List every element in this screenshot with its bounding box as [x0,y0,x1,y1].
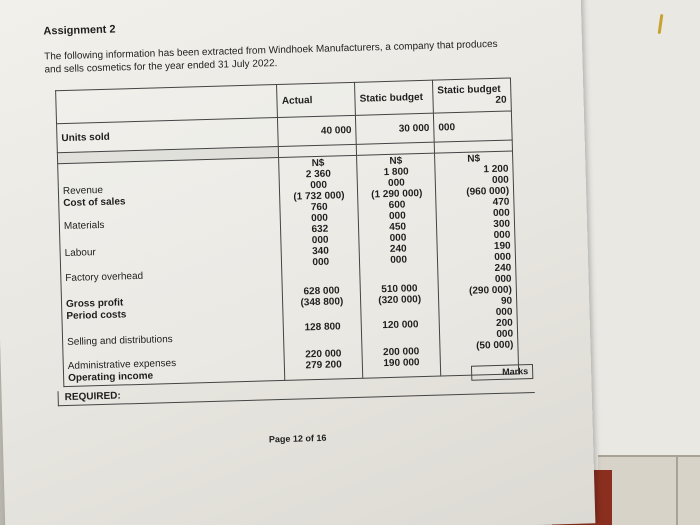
label-operating-income: Operating income [68,370,154,384]
static1-value: 000 [388,210,406,222]
static1-operating-income: 190 000 [383,357,420,370]
static2-value: 000 [491,174,509,187]
static2-value: 000 [493,229,511,242]
col-static2-extra: 20 [495,94,507,106]
actual-value: 340 [311,245,329,258]
actual-value: N$ [311,157,325,170]
static2-value: (50 000) [476,339,514,352]
static2-value: 000 [496,328,514,340]
actual-admin: 220 000 [305,348,342,361]
static1-value: 450 [389,221,407,233]
label-factory-overhead: Factory overhead [65,270,144,285]
assignment-heading: Assignment 2 [43,23,116,38]
label-labour: Labour [64,247,96,260]
body-labels [62,158,280,385]
static2-value: (290 000) [468,284,513,297]
units-label: Units sold [57,118,279,153]
label-admin: Administrative expenses [67,357,177,372]
value-spacer [288,332,357,350]
label-materials: Materials [63,219,105,233]
units-static1: 30 000 [356,113,435,144]
actual-selling: 128 800 [304,321,341,334]
actual-upper [283,157,358,372]
intro-paragraph: The following information has been extracted from Windhoek Manufacturers, a company that produces and sells cosmetics for the year ended 31 July 2022. [44,38,498,76]
units-actual: 40 000 [278,115,357,146]
col-static2-title: Static budget [437,83,501,97]
static1-selling: 120 000 [382,319,419,332]
static2-value: 190 [493,240,511,253]
static2-value: 240 [494,262,512,275]
static1-period-costs: (320 000) [378,294,422,307]
actual-value: 2 360 [305,168,332,181]
static2-value: 000 [492,207,510,220]
static2-values [439,153,513,353]
value-spacer [287,267,356,287]
budget-table [55,77,519,387]
required-label: REQUIRED: [58,378,535,406]
actual-period-costs: (348 800) [300,296,344,309]
col-static2-header [433,78,512,113]
label-revenue: Revenue [62,184,104,198]
static2-value: 1 200 [483,163,509,176]
actual-operating-income: 279 200 [305,359,342,372]
static2-value: 200 [495,317,513,330]
main-body-row [58,151,519,387]
floor-tiles [598,455,700,525]
static1-value: 000 [390,254,408,266]
static1-admin: 200 000 [382,346,420,359]
col-actual-header: Actual [277,82,356,117]
static2-value: 000 [494,251,512,264]
label-gross-profit: Gross profit [65,297,124,310]
static2-value: (960 000) [466,185,510,198]
value-spacer [364,265,433,285]
body-labels-cell [58,158,286,387]
actual-value: 000 [311,212,329,225]
actual-gross-profit: 628 000 [303,285,340,298]
actual-value: (1 732 000) [293,190,345,203]
static2-value: 90 [500,295,513,307]
col-static1-header: Static budget [355,80,434,115]
actual-values-cell [279,155,363,380]
actual-value: 000 [310,179,328,192]
actual-value: 000 [311,234,329,247]
value-spacer [366,330,435,348]
static1-gross-profit: 510 000 [381,283,418,296]
static2-value: N$ [467,153,481,165]
static1-value: 1 800 [383,166,409,179]
static1-value: (1 290 000) [371,188,423,201]
marks-box: Marks [471,364,533,381]
static1-values-cell [357,153,441,378]
label-selling: Selling and distributions [66,334,173,348]
label-period-costs: Period costs [66,309,127,322]
static1-value: 000 [389,232,407,244]
static1-value: 240 [389,243,407,255]
static1-value: 600 [388,199,406,211]
static2-value: 300 [493,218,511,231]
static1-upper [361,155,436,370]
actual-value: 760 [310,201,328,214]
units-static2: 000 [433,111,512,142]
label-cost-of-sales: Cost of sales [63,196,126,210]
static2-value: 000 [494,273,512,286]
static1-value: N$ [389,155,403,167]
actual-value: 000 [312,256,330,269]
static2-value: 470 [492,196,510,209]
actual-value: 632 [311,223,329,236]
static2-values-cell [435,151,519,376]
page-number: Page 12 of 16 [268,432,327,445]
static2-value: 000 [495,306,513,319]
static1-value: 000 [387,177,405,189]
